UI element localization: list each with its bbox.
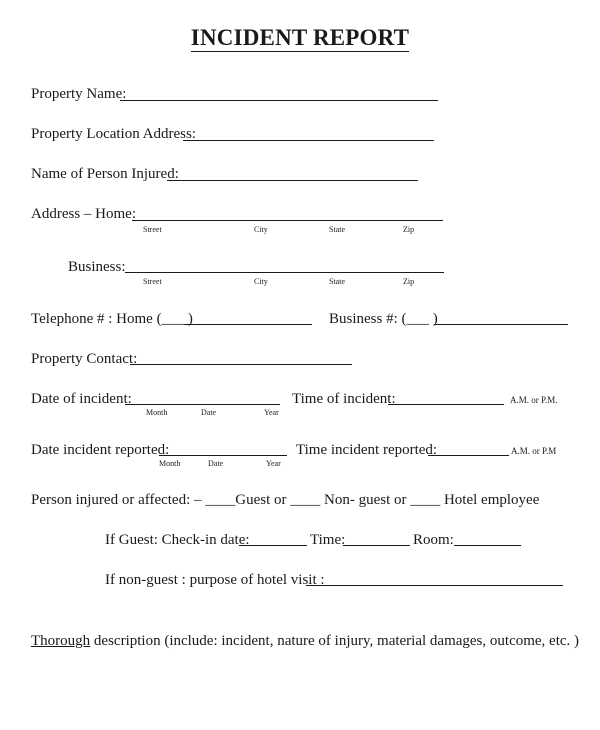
business-street-sublabel: Street [143,277,162,286]
property-contact-label: Property Contact: [31,351,138,367]
property-name-field[interactable] [120,100,438,101]
telephone-home-label: Telephone # : Home (___ ) [31,311,193,327]
time-reported-label: Time incident reported: [296,442,438,458]
date-of-incident-field[interactable] [125,404,280,405]
description-heading [31,632,579,650]
date-of-incident-label: Date of incident: [31,391,132,407]
telephone-home-field[interactable] [184,324,312,325]
telephone-business-field[interactable] [434,324,568,325]
checkin-time-label: Time: [310,532,346,548]
property-location-label: Property Location Address: [31,126,196,142]
room-label: Room: [413,532,454,548]
nonguest-purpose-field[interactable] [306,585,563,586]
description-rest-text: description (include: incident, nature of injury, material damages, outcome, etc. ) [90,633,580,649]
person-affected-line: Person injured or affected: – ____Guest or ____ Non- guest or ____ Hotel employee [31,492,540,508]
person-injured-label: Name of Person Injured: [31,166,179,182]
reported-year-sublabel: Year [266,459,281,468]
business-state-sublabel: State [329,277,345,286]
address-home-field[interactable] [132,220,443,221]
incident-year-sublabel: Year [264,408,279,417]
incident-date-sublabel: Date [201,408,217,417]
telephone-business-label: Business #: (___ ) [329,311,438,327]
business-address-field[interactable] [125,272,444,273]
property-contact-field[interactable] [130,364,352,365]
person-injured-field[interactable] [167,180,418,181]
checkin-date-label: If Guest: Check-in date: [105,532,250,548]
nonguest-purpose-label: If non-guest : purpose of hotel visit : [105,572,325,588]
date-reported-field[interactable] [159,455,287,456]
time-of-incident-field[interactable] [388,404,504,405]
address-home-label: Address – Home: [31,206,136,222]
checkin-date-field[interactable] [239,545,307,546]
description-thorough-text: Thorough [31,633,91,649]
date-reported-label: Date incident reported: [31,442,170,458]
page-title: INCIDENT REPORT [190,25,410,50]
room-field[interactable] [454,545,521,546]
address-zip-sublabel: Zip [403,225,415,234]
reported-date-sublabel: Date [208,459,224,468]
time-of-incident-ampm: A.M. or P.M. [510,395,558,405]
time-reported-field[interactable] [428,455,509,456]
address-street-sublabel: Street [143,225,162,234]
checkin-time-field[interactable] [343,545,410,546]
reported-month-sublabel: Month [159,459,181,468]
time-of-incident-label: Time of incident: [292,391,396,407]
business-zip-sublabel: Zip [403,277,415,286]
address-state-sublabel: State [329,225,345,234]
address-city-sublabel: City [254,225,268,234]
time-reported-ampm: A.M. or P.M [511,446,557,456]
property-location-field[interactable] [183,140,434,141]
incident-month-sublabel: Month [146,408,168,417]
business-address-label: Business: [68,259,126,275]
business-city-sublabel: City [254,277,268,286]
property-name-label: Property Name: [31,86,127,102]
